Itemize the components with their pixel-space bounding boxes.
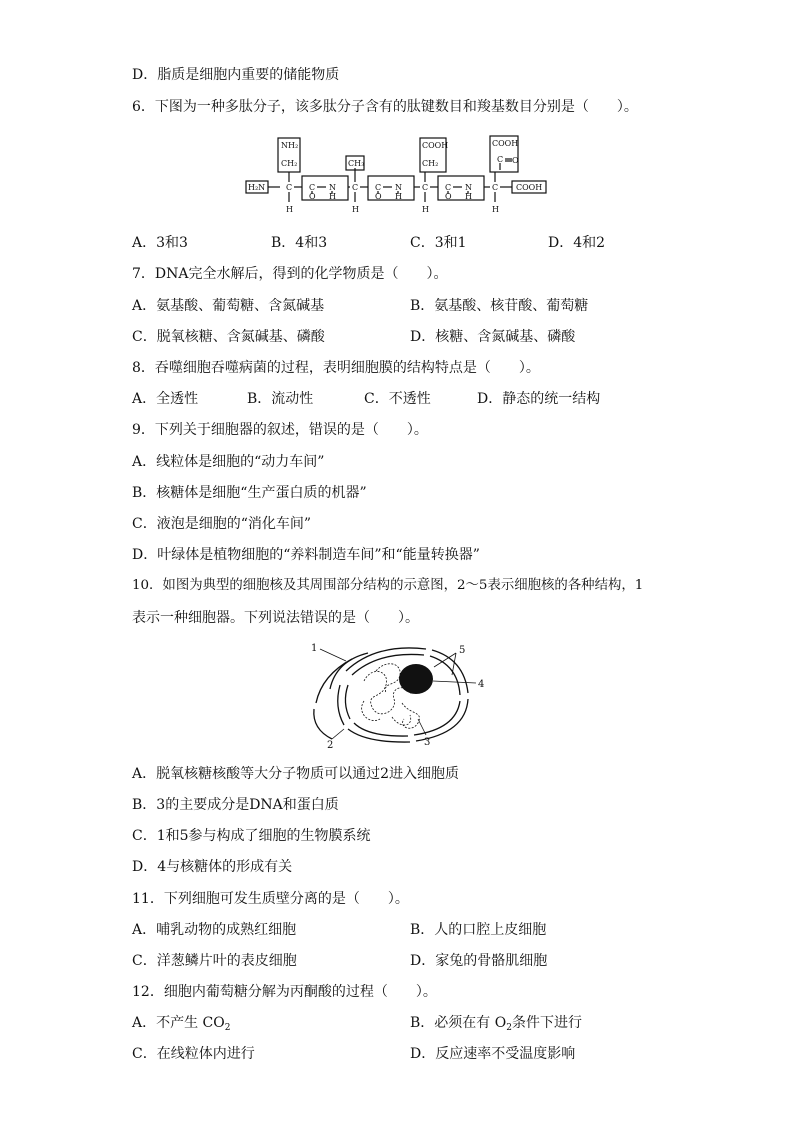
q8-option-c: C．不透性 [364,391,431,407]
r4-top-label: COOH [492,139,519,148]
label-4: 4 [478,679,485,690]
q11-option-d: D．家兔的骨骼肌细胞 [410,953,548,969]
bond3-h: H [465,192,472,201]
bond3-c: C [445,183,452,192]
bond1-c: C [309,183,316,192]
r4-c-label: C [497,155,504,164]
q10-option-b: B．3的主要成分是DNA和蛋白质 [132,797,339,813]
q8-stem: 8．吞噬细胞吞噬病菌的过程，表明细胞膜的结构特点是（ ）。 [132,360,540,376]
q11-option-c: C．洋葱鳞片叶的表皮细胞 [132,953,297,969]
q7-option-d: D．核糖、含氮碱基、磷酸 [410,329,576,345]
q6-option-a: A．3和3 [132,235,188,251]
q10-stem-line1: 10．如图为典型的细胞核及其周围部分结构的示意图，2～5表示细胞核的各种结构，1 [132,578,644,593]
q12-option-b [410,1014,582,1032]
nucleolus [399,664,433,694]
q8-option-a: A．全透性 [132,391,199,407]
alpha-h-4: H [492,205,499,214]
r2-label: CH₃ [348,159,365,168]
alpha-c-3: C [422,183,429,192]
r4-o-label: O [512,156,519,165]
q9-option-b: B．核糖体是细胞“生产蛋白质的机器” [132,485,367,501]
q10-option-a: A．脱氧核糖核酸等大分子物质可以通过2进入细胞质 [132,766,460,782]
alpha-c-1: C [286,183,293,192]
q9-stem: 9．下列关于细胞器的叙述，错误的是（ ）。 [132,422,428,438]
q12-option-d: D．反应速率不受温度影响 [410,1046,576,1062]
q11-option-b: B．人的口腔上皮细胞 [410,922,547,938]
bond2-c: C [375,183,382,192]
q12-option-a-text: A．不产生 CO [132,1015,225,1031]
q6-option-b: B．4和3 [271,235,328,251]
label-2: 2 [327,740,334,751]
bond3-n: N [465,183,472,192]
q8-option-d: D．静态的统一结构 [477,391,601,407]
bond3-o: O [445,192,452,201]
q9-option-c: C．液泡是细胞的“消化车间” [132,516,312,532]
alpha-c-4: C [492,183,499,192]
r1-top-label: NH₂ [281,141,299,150]
q5-option-d: D．脂质是细胞内重要的储能物质 [132,67,340,83]
left-terminal-label: H₂N [248,183,266,192]
right-terminal-label: COOH [516,183,543,192]
polypeptide-diagram [244,132,574,222]
bond2-o: O [375,192,382,201]
label-5: 5 [459,645,466,656]
bond2-h: H [395,192,402,201]
q7-option-a: A．氨基酸、葡萄糖、含氮碱基 [132,298,325,314]
label-3: 3 [424,737,431,748]
q12-option-a-sub: 2 [224,1023,231,1033]
q7-stem: 7．DNA完全水解后，得到的化学物质是（ ）。 [132,266,448,282]
q10-option-c: C．1和5参与构成了细胞的生物膜系统 [132,828,371,844]
q6-option-c: C．3和1 [410,235,467,251]
q6-stem: 6．下图为一种多肽分子，该多肽分子含有的肽键数目和羧基数目分别是（ ）。 [132,99,638,115]
q7-option-b: B．氨基酸、核苷酸、葡萄糖 [410,298,589,314]
q11-option-a: A．哺乳动物的成熟红细胞 [132,922,297,938]
q11-stem: 11．下列细胞可发生质壁分离的是（ ）。 [132,891,409,907]
cell-nucleus-diagram [306,641,496,751]
r3-top-label: COOH [422,141,449,150]
label-1: 1 [311,643,318,654]
q10-stem-line2: 表示一种细胞器。下列说法错误的是（ ）。 [132,610,419,626]
alpha-h-3: H [422,205,429,214]
bond1-h: H [329,192,336,201]
q12-option-a [132,1014,230,1032]
q12-option-b-sub: 2 [506,1023,512,1033]
q12-option-c: C．在线粒体内进行 [132,1046,255,1062]
r3-bottom-label: CH₂ [422,159,439,168]
alpha-c-2: C [352,183,359,192]
q7-option-c: C．脱氧核糖、含氮碱基、磷酸 [132,329,325,345]
bond2-n: N [395,183,402,192]
alpha-h-1: H [286,205,293,214]
q9-option-a: A．线粒体是细胞的“动力车间” [132,454,325,470]
bond1-n: N [329,183,336,192]
q8-option-b: B．流动性 [247,391,314,407]
q12-option-b-text: B．必须在有 O [410,1015,507,1031]
q6-option-d: D．4和2 [548,235,606,251]
q12-option-b-tail: 条件下进行 [511,1015,582,1031]
q12-stem: 12．细胞内葡萄糖分解为丙酮酸的过程（ ）。 [132,984,437,1000]
q10-option-d: D．4与核糖体的形成有关 [132,859,293,875]
r1-bottom-label: CH₂ [281,159,298,168]
bond1-o: O [309,192,316,201]
alpha-h-2: H [352,205,359,214]
q9-option-d: D．叶绿体是植物细胞的“养料制造车间”和“能量转换器” [132,547,480,563]
